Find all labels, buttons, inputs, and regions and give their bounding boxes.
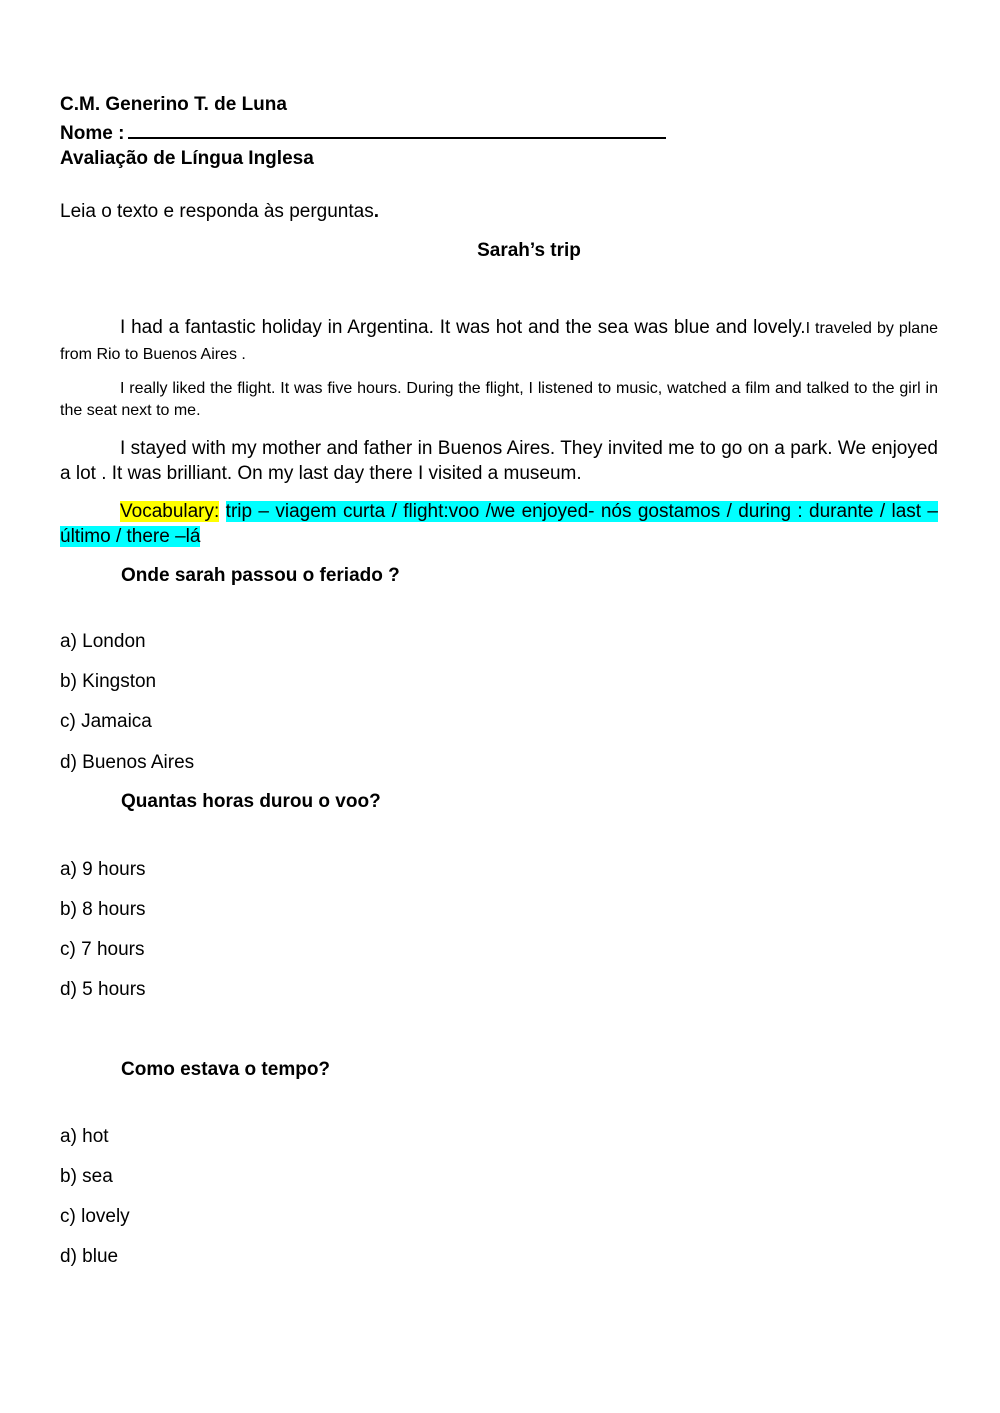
name-label: Nome : bbox=[60, 123, 125, 144]
story-title: Sarah’s trip bbox=[477, 240, 581, 261]
question-2-option-a[interactable]: a) 9 hours bbox=[60, 859, 146, 880]
instruction-text: Leia o texto e responda às perguntas bbox=[60, 201, 374, 222]
story-paragraph-2: I really liked the flight. It was five hours. During the flight, I listened to music, watched a film and talked to the girl in the seat next to me. bbox=[60, 380, 938, 419]
question-1: Onde sarah passou o feriado ? bbox=[121, 565, 400, 586]
question-3-option-c[interactable]: c) lovely bbox=[60, 1206, 130, 1227]
question-3-option-a[interactable]: a) hot bbox=[60, 1126, 109, 1147]
story-paragraph-1-main: I had a fantastic holiday in Argentina. It was hot and the sea was blue and lovely. bbox=[120, 317, 806, 338]
question-3-option-d[interactable]: d) blue bbox=[60, 1246, 119, 1267]
instruction-period: . bbox=[373, 201, 380, 222]
name-blank-field[interactable] bbox=[128, 121, 666, 139]
instruction bbox=[60, 201, 379, 223]
story-paragraph-1-small: I traveled by plane from Rio to Buenos Aires . bbox=[60, 320, 938, 363]
question-1-option-a[interactable]: a) London bbox=[60, 631, 146, 652]
question-2-option-d[interactable]: d) 5 hours bbox=[60, 979, 146, 1000]
question-1-option-c[interactable]: c) Jamaica bbox=[60, 711, 152, 732]
vocabulary-text: trip – viagem curta / flight:voo /we enjoyed- nós gostamos / during : durante / last –último / there –lá bbox=[60, 501, 939, 547]
question-1-option-b[interactable]: b) Kingston bbox=[60, 671, 157, 692]
question-1-option-d[interactable]: d) Buenos Aires bbox=[60, 752, 195, 773]
question-3-option-b[interactable]: b) sea bbox=[60, 1166, 113, 1187]
story-paragraph-3: I stayed with my mother and father in Buenos Aires. They invited me to go on a park. We enjoyed a lot . It was brilliant. On my last day there I visited a museum. bbox=[60, 438, 938, 484]
question-2: Quantas horas durou o voo? bbox=[121, 791, 381, 812]
subject-title: Avaliação de Língua Inglesa bbox=[60, 148, 314, 169]
question-3: Como estava o tempo? bbox=[121, 1059, 331, 1080]
vocabulary-label: Vocabulary: bbox=[120, 501, 220, 522]
question-2-option-c[interactable]: c) 7 hours bbox=[60, 939, 145, 960]
vocabulary bbox=[60, 499, 938, 549]
question-2-option-b[interactable]: b) 8 hours bbox=[60, 899, 146, 920]
school-name: C.M. Generino T. de Luna bbox=[60, 94, 287, 115]
story-paragraph-1 bbox=[60, 315, 938, 367]
name-line bbox=[60, 121, 666, 145]
